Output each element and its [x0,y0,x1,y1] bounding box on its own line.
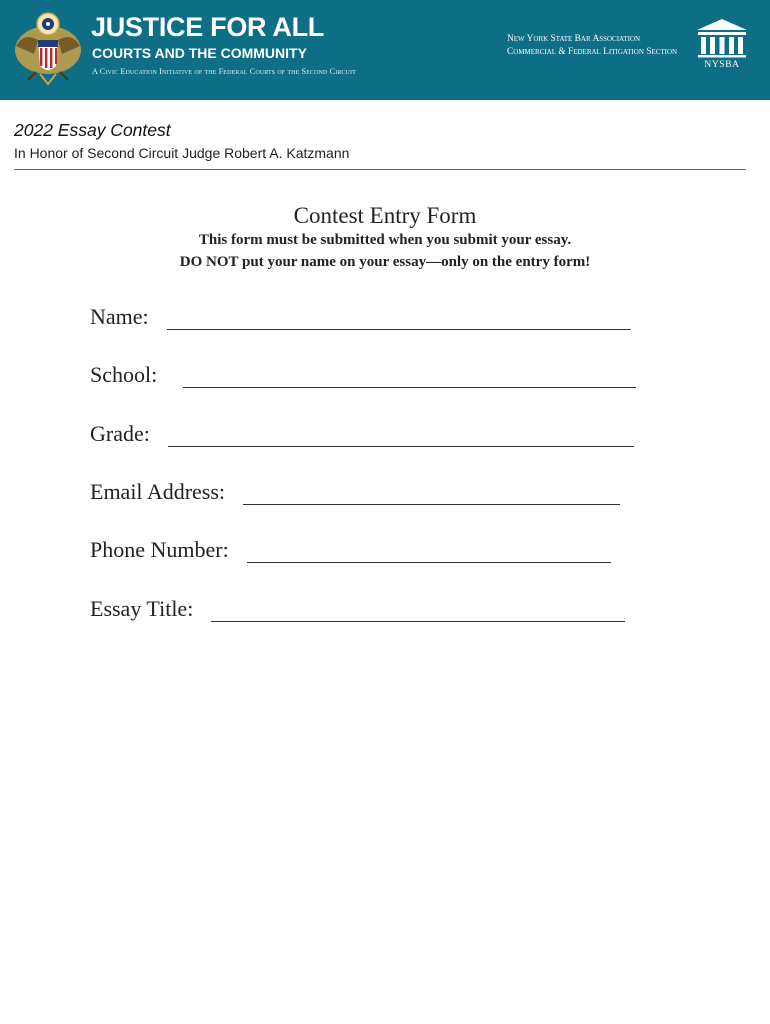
courthouse-icon [697,19,747,30]
program-subtitle: COURTS AND THE COMMUNITY [92,45,307,61]
essay-title-input-line[interactable] [211,601,625,622]
form-title: Contest Entry Form [293,203,477,228]
divider [14,169,746,170]
essay-title-label: Essay Title: [90,596,194,621]
email-field [90,479,620,505]
association-text [507,33,677,59]
association-section: Commercial & Federal Litigation Section [507,47,678,57]
school-field [90,362,636,388]
school-input-line[interactable] [183,367,636,388]
contest-honor: In Honor of Second Circuit Judge Robert A. Katzmann [14,145,350,161]
grade-field [90,421,634,447]
name-input-line[interactable] [167,309,631,330]
name-label: Name: [90,304,149,329]
phone-label: Phone Number: [90,537,229,562]
form-instruction-submit: This form must be submitted when you submit your essay. [198,232,572,248]
program-tagline: A Civic Education Initiative of the Federal Courts of the Second Circuit [92,67,356,76]
grade-label: Grade: [90,421,150,446]
phone-field [90,537,611,563]
form-instruction-no-name: DO NOT put your name on your essay—only on the entry form! [179,254,591,270]
header-banner [0,0,770,100]
school-label: School: [90,362,158,387]
name-field [90,304,631,330]
contest-title: 2022 Essay Contest [14,120,171,140]
association-name: New York State Bar Association [507,34,641,44]
phone-input-line[interactable] [247,542,611,563]
email-label: Email Address: [90,479,226,504]
program-title: JUSTICE FOR ALL [91,12,325,42]
nysba-logo [695,18,749,68]
essay-title-field [90,596,625,622]
email-input-line[interactable] [243,484,620,505]
nysba-label: NYSBA [704,60,740,68]
grade-input-line[interactable] [168,426,634,447]
great-seal-eagle-icon [14,10,82,86]
